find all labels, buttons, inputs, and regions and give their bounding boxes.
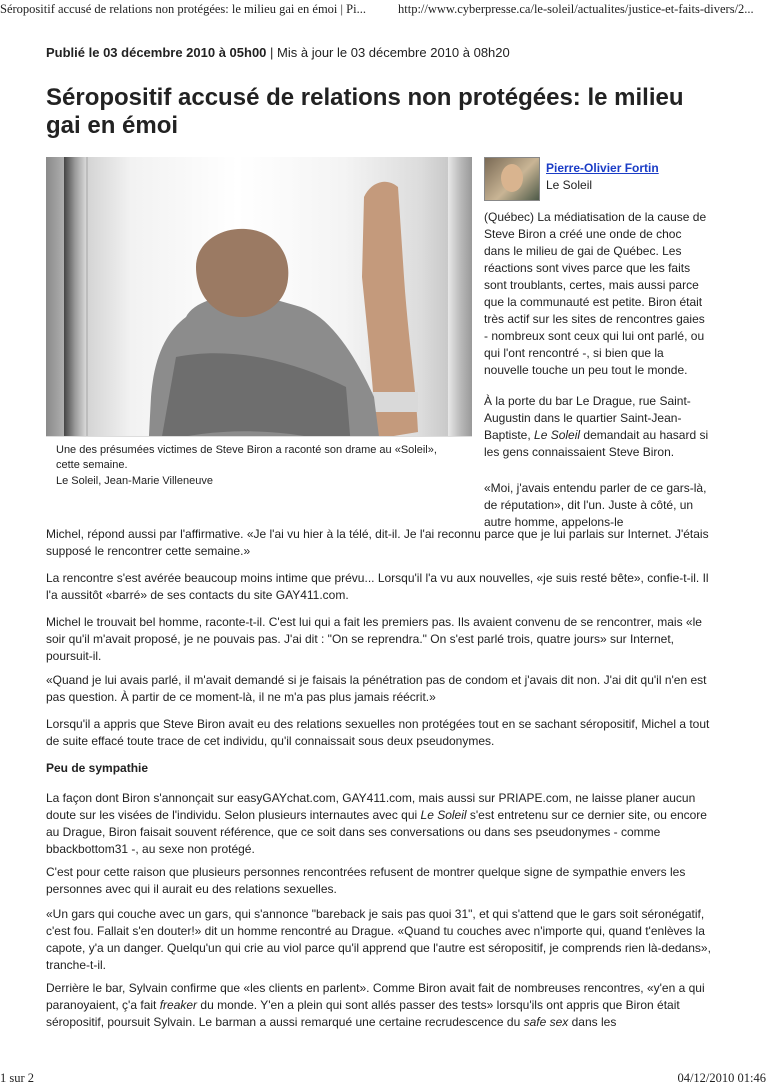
publication-date [46, 45, 510, 60]
paragraph-6: «Quand je lui avais parlé, il m'avait demandé si je faisais la pénétration pas de condom et j'avais dit non. J'ai dit qu'il n'en est pas question. À partir de ce moment-là, il ne m'a pas plus jamais réécrit.» [46, 673, 707, 704]
print-datetime: 04/12/2010 01:46 [677, 1071, 766, 1085]
paragraph-5: Michel le trouvait bel homme, raconte-t-il. C'est lui qui a fait les premiers pas. Ils avaient convenu de se rencontrer, mais «le soir qu'il m'avait proposé, je ne pouvais pas. J'ai dit : "On se reprendra." On s'est parlé trois, quatre jours» sur Internet, poursuit-il. [46, 615, 702, 663]
paragraph-10: «Un gars qui couche avec un gars, qui s'annonce "bareback je sais pas quoi 31", et qui s'attend que le gars soit séronégatif, c'est fou. Fallait s'en douter!» dit un homme rencontré au Drague. «Quand tu couches avec n'importe qui, quand t'enlèves la capote, y'a un danger. Quelqu'un qui crie au viol parce qu'il apprend que l'autre est séropositif, je comprends rien là-dedans», tranche-t-il. [46, 907, 711, 972]
newspaper-name: Le Soleil [534, 428, 581, 442]
paragraph-11-text-end: dans les [568, 1015, 617, 1029]
italic-safe-sex: safe sex [523, 1015, 569, 1029]
paragraph-4: La rencontre s'est avérée beaucoup moins intime que prévu... Lorsqu'il l'a vu aux nouvelles, «je suis resté bête», confie-t-il. Il l'a aussitôt «barré» de ses contacts du site GAY411.com. [46, 571, 709, 602]
paragraph-3-start: «Moi, j'avais entendu parler de ce gars-là, de réputation», dit l'un. Juste à côté, un autre homme, appelons-le [484, 481, 707, 529]
updated-label: Mis à jour le 03 décembre 2010 à 08h20 [277, 45, 510, 60]
paragraph-8-text-end: s'est entretenu sur ce dernier site, ou encore au Drague, Biron faisait souvent référence, que ce soit dans ses conversations ou dans ses pseudonymes - comme bbackbottom31 -, au sexe non protégé. [46, 808, 707, 856]
italic-freaker: freaker [159, 998, 198, 1012]
photo-caption: Une des présumées victimes de Steve Biron a raconté son drame au «Soleil», cette semaine. [56, 444, 437, 471]
author-box [484, 157, 694, 203]
paragraph-9: C'est pour cette raison que plusieurs personnes rencontrées refusent de montrer quelque signe de sympathie envers les personnes avec qui il aurait eu des relations sexuelles. [46, 865, 686, 896]
author-name-link[interactable]: Pierre-Olivier Fortin [546, 161, 659, 175]
paragraph-2-text-end: demandait au hasard si les gens connaissaient Steve Biron. [484, 428, 709, 459]
page-number: 1 sur 2 [0, 1071, 35, 1085]
author-organization: Le Soleil [546, 178, 593, 192]
print-header [0, 0, 768, 20]
photo-credit: Le Soleil, Jean-Marie Villeneuve [56, 475, 213, 487]
author-avatar [484, 157, 540, 201]
date-separator: | [266, 45, 278, 60]
subheading: Peu de sympathie [46, 761, 149, 775]
paragraph-2-text: À la porte du bar Le Drague, rue Saint-Augustin dans le quartier Saint-Jean-Baptiste, [484, 394, 691, 442]
published-label: Publié le 03 décembre 2010 à 05h00 [46, 45, 267, 60]
print-header-title: Séropositif accusé de relations non protégées: le milieu gai en émoi | Pi... [0, 2, 366, 16]
paragraph-7: Lorsqu'il a appris que Steve Biron avait eu des relations sexuelles non protégées tout en se sachant séropositif, Michel a tout de suite effacé toute trace de cet individu, qu'il connaissait sous deux pseudonymes. [46, 717, 710, 748]
paragraph-1: (Québec) La médiatisation de la cause de Steve Biron a créé une onde de choc dans le milieu de gai de Québec. Les réactions sont vives parce que les faits sont troublants, certes, mais aussi parce que la communauté est petite. Biron était très actif sur les sites de rencontres gaies - nombreux sont ceux qui lui ont parlé, ou qui l'ont rencontré -, si bien que la nouvelle touche un peu tout le monde. [484, 210, 707, 377]
newspaper-name-2: Le Soleil [420, 808, 467, 822]
paragraph-8 [46, 790, 718, 858]
article-title: Séropositif accusé de relations non protégées: le milieu gai en émoi [46, 84, 684, 139]
paragraph-11 [46, 980, 718, 1031]
photo-caption-box [46, 436, 472, 493]
paragraph-2 [484, 393, 710, 461]
paragraph-11-text: Derrière le bar, Sylvain confirme que «les clients en parlent». Comme Biron avait fait de nombreuses rencontres, «y'en a qui paranoyaient, ç'a fait [46, 981, 705, 1012]
paragraph-3-end: Michel, répond aussi par l'affirmative. «Je l'ai vu hier à la télé, dit-il. Je l'ai reconnu parce que je lui parlais sur Internet. J'étais supposé le rencontrer cette semaine.» [46, 527, 709, 558]
print-header-url: http://www.cyberpresse.ca/le-soleil/actualites/justice-et-faits-divers/2... [398, 2, 754, 16]
paragraph-8-text: La façon dont Biron s'annonçait sur easyGAYchat.com, GAY411.com, mais aussi sur PRIAPE.com, ne laisse planer aucun doute sur les visées de l'individu. Selon plusieurs internautes avec qui [46, 791, 696, 822]
paragraph-11-text-mid: du monde. Y'en a plein qui sont allés passer des tests» lorsqu'ils ont appris que Biron était séropositif, poursuit Sylvain. Le barman a aussi remarqué une certaine recrudescence du [46, 998, 680, 1029]
